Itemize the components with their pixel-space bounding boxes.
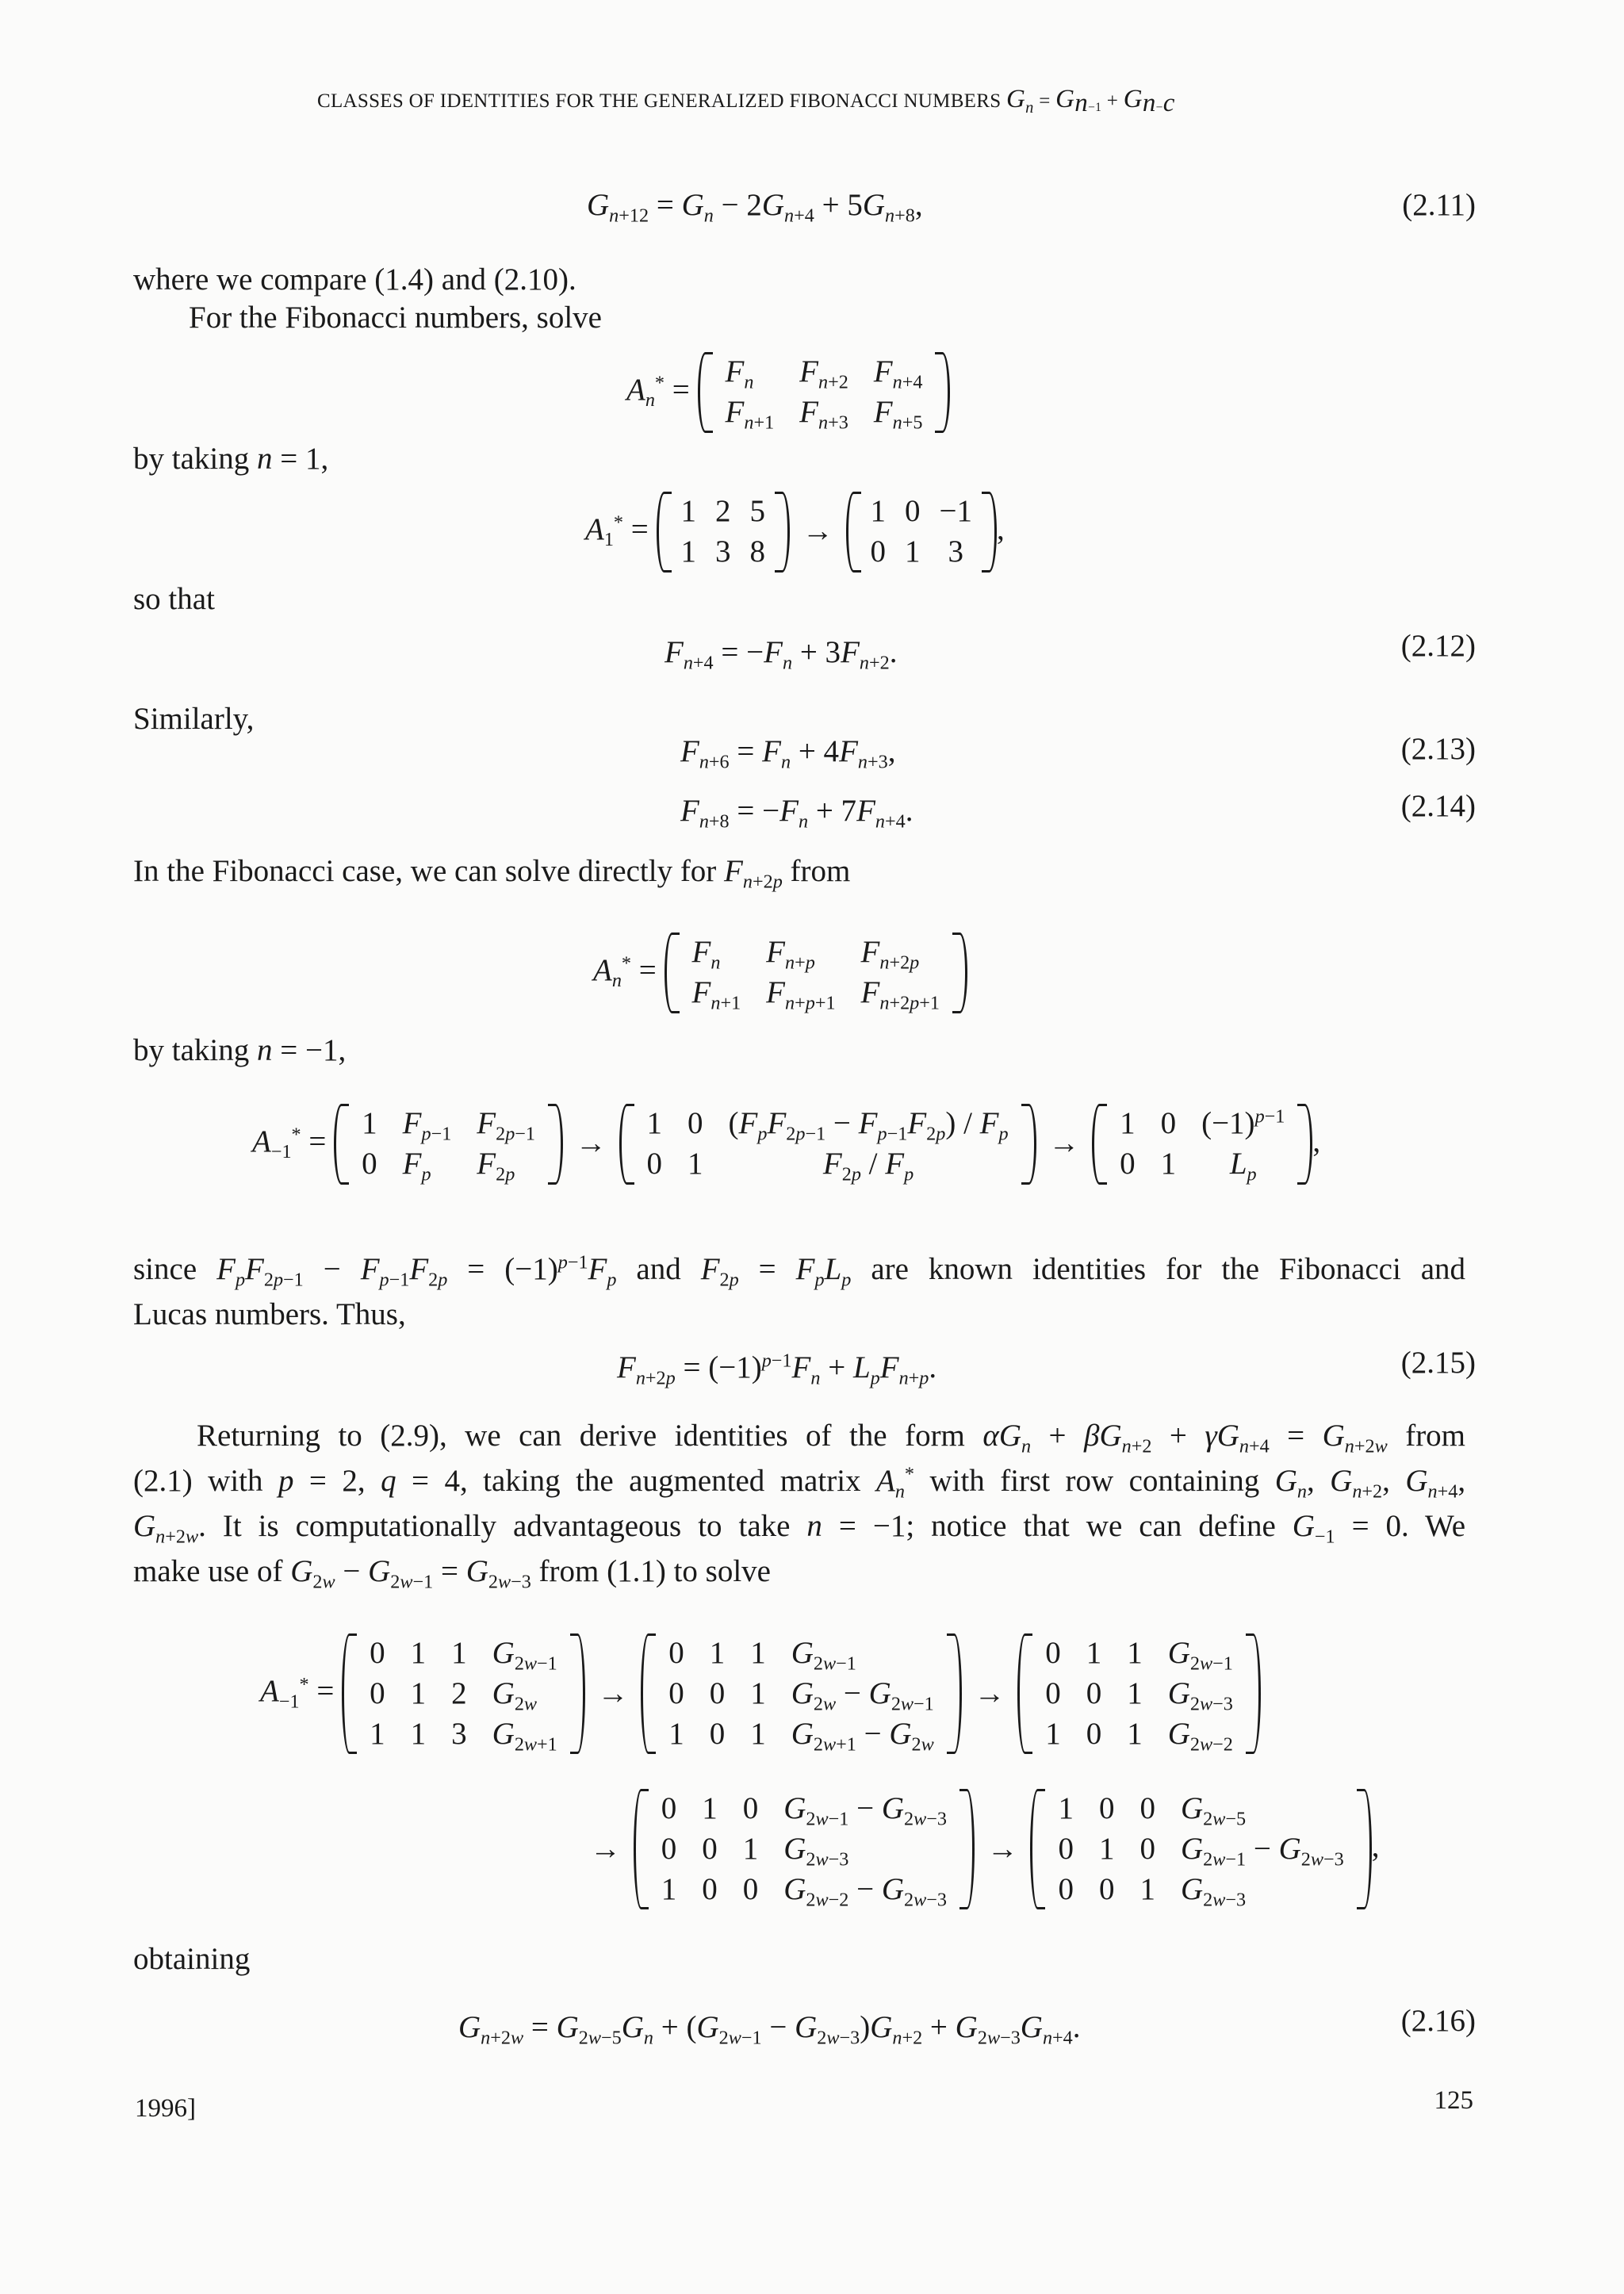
matrix-a-star-1: $A_1^*$ = 1 2 5 1 3 8 → 1 0 −1 0 1 3 , [585,492,1005,573]
equation-2-16: $G_{n+2w} = G_{2w-5}G_n + (G_{2w-1} - G_{2w-3})G_{n+2} + G_{2w-3}G_{n+4}$. [458,2010,1081,2049]
footer-year: 1996] [135,2094,196,2123]
running-header: CLASSES OF IDENTITIES FOR THE GENERALIZED FIBONACCI NUMBERS $G_n = G_{n-1} + G_{n-c}$ [317,85,1175,118]
equation-2-15: $F_{n+2p} = (-1)^{p-1}F_n + L_pF_{n+p}$. [617,1350,937,1389]
page-number: 125 [1434,2086,1473,2115]
text-by-taking-nm1: by taking n = −1, [133,1033,347,1067]
eqno-2-16: (2.16) [1400,2004,1476,2038]
eqno-2-15: (2.15) [1400,1346,1476,1380]
text-so-that: so that [133,582,215,616]
equation-2-13: $F_{n+6} = F_n + 4F_{n+3}$, [680,734,896,773]
eqno-2-11: (2.11) [1402,188,1476,222]
matrix-reduction-row1: $A_{-1}^*$ = 0 1 1 $G_{2w-1}$ 0 1 2 $G_{2w}$ 1 1 3 $G_{2w+1}$ → 0 1 1 $G_{2w-1}$ 0 0 1 $G_{2w} - G_{2w-1}$ 1 0 1 $G_{2w+1} - G_{2w}$ → 0 1 1 $G_{2w-1}$ 0 0 1 $G_{2w-3}$ 1 0 1 $G_{2w-2}$ [260,1633,1261,1754]
header-title: CLASSES OF IDENTITIES FOR THE GENERALIZED FIBONACCI NUMBERS [317,90,1002,112]
text-similarly: Similarly, [133,702,255,736]
paragraph-since: since $F_pF_{2p-1} - F_{p-1}F_{2p} = (-1)^{p-1}F_p$ and $F_{2p} = F_pL_p$ are known identities for the Fibonacci and Lucas numbers. Thus, [133,1247,1465,1337]
eqno-2-13: (2.13) [1400,732,1476,766]
matrix-a-star-n-p: $A_n^*$ = $F_n$ $F_{n+p}$ $F_{n+2p}$ $F_{n+1}$ $F_{n+p+1}$ $F_{n+2p+1}$ [593,933,967,1013]
equation-2-11: $G_{n+12} = G_n - 2G_{n+4} + 5G_{n+8}$, [587,188,923,227]
matrix-a-star-m1-p: $A_{-1}^*$ = 1 $F_{p-1}$ $F_{2p-1}$ 0 $F_p$ $F_{2p}$ → 1 0 $(F_pF_{2p-1} - F_{p-1}F_{2p}) / F_p$ 0 1 $F_{2p} / F_p$ → 1 0 $(-1)^{p-1}$ 0 1 $L_p$ , [252,1104,1320,1185]
equation-2-12: $F_{n+4} = -F_n + 3F_{n+2}$. [665,635,898,674]
paragraph-returning: Returning to (2.9), we can derive identities of the form $\alpha G_n + \beta G_{n+2} + \gamma G_{n+4} = G_{n+2w}$ from (2.1) with p = 2, q = 4, taking the augmented matrix $A_n^*$ with first row containing $G_n$, $G_{n+2}$, $G_{n+4}$, $G_{n+2w}$. It is computationally advantageous to take n = −1; notice that we can define $G_{-1} = 0$. We make use of $G_{2w} - G_{2w-1} = G_{2w-3}$ from (1.1) to solve [133,1419,1466,1593]
text-lucas-thus: Lucas numbers. Thus, [133,1297,406,1331]
matrix-reduction-row2: → 0 1 0 $G_{2w-1} - G_{2w-3}$ 0 0 1 $G_{2w-3}$ 1 0 0 $G_{2w-2} - G_{2w-3}$ → 1 0 0 $G_{2w-5}$ 0 1 0 $G_{2w-1} - G_{2w-3}$ 0 0 1 $G_{2w-3}$ , [585,1789,1379,1909]
text-where-compare: where we compare (1.4) and (2.10). [133,262,576,297]
eqno-2-14: (2.14) [1400,789,1476,823]
matrix-a-star-n: $A_n^*$ = $F_n$ $F_{n+2}$ $F_{n+4}$ $F_{n+1}$ $F_{n+3}$ $F_{n+5}$ [626,352,950,433]
equation-2-14: $F_{n+8} = -F_n + 7F_{n+4}$. [680,794,914,833]
eqno-2-12: (2.12) [1400,629,1476,663]
text-fibonacci-case: In the Fibonacci case, we can solve directly for $F_{n+2p}$ from [133,854,851,893]
text-for-fibonacci: For the Fibonacci numbers, solve [189,301,602,335]
matrix-2x3-fib: $F_n$ $F_{n+2}$ $F_{n+4}$ $F_{n+1}$ $F_{n+3}$ $F_{n+5}$ [698,352,951,433]
text-by-taking-n1: by taking n = 1, [133,442,329,476]
text-obtaining: obtaining [133,1942,251,1976]
